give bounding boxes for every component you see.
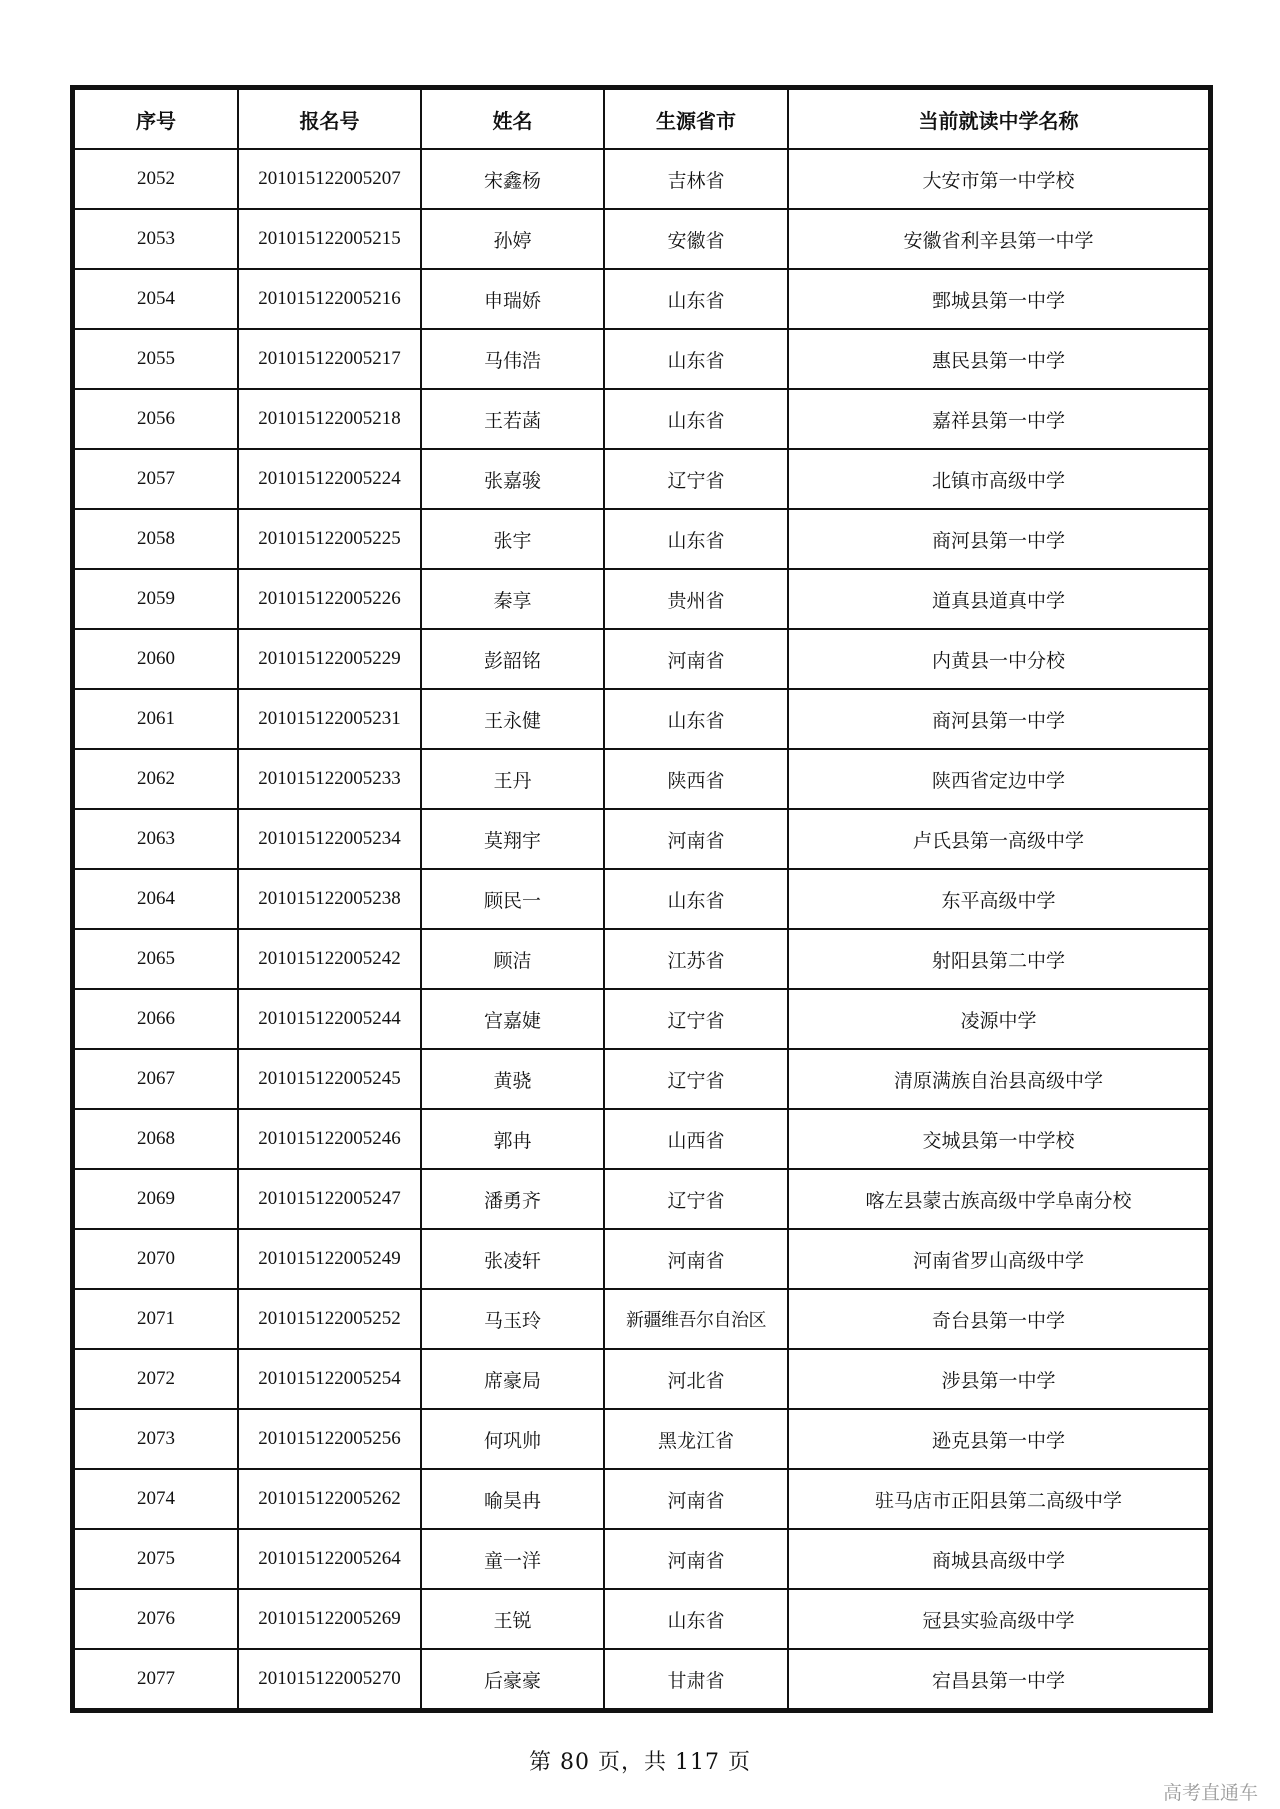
- cell-name: 何巩帅: [421, 1409, 604, 1469]
- cell-school: 清原满族自治县高级中学: [788, 1049, 1209, 1109]
- cell-school: 河南省罗山高级中学: [788, 1229, 1209, 1289]
- table-row: [74, 1469, 1209, 1529]
- table-row: [74, 1529, 1209, 1589]
- cell-school: 惠民县第一中学: [788, 329, 1209, 389]
- cell-province: 安徽省: [604, 209, 788, 269]
- cell-reg-no: 201015122005233: [238, 749, 421, 809]
- header-province: 生源省市: [604, 89, 788, 149]
- cell-seq: 2071: [74, 1289, 238, 1349]
- table-header-row: [74, 89, 1209, 149]
- cell-province: 辽宁省: [604, 1049, 788, 1109]
- cell-province: 吉林省: [604, 149, 788, 209]
- cell-name: 彭韶铭: [421, 629, 604, 689]
- cell-name: 郭冉: [421, 1109, 604, 1169]
- roster-table-container: [70, 85, 1213, 1713]
- cell-school: 北镇市高级中学: [788, 449, 1209, 509]
- cell-seq: 2077: [74, 1649, 238, 1709]
- table-row: [74, 809, 1209, 869]
- cell-seq: 2075: [74, 1529, 238, 1589]
- table-row: [74, 389, 1209, 449]
- cell-school: 涉县第一中学: [788, 1349, 1209, 1409]
- cell-name: 王锐: [421, 1589, 604, 1649]
- cell-seq: 2066: [74, 989, 238, 1049]
- header-seq: 序号: [74, 89, 238, 149]
- table-row: [74, 269, 1209, 329]
- cell-school: 商城县高级中学: [788, 1529, 1209, 1589]
- cell-province: 河北省: [604, 1349, 788, 1409]
- cell-school: 陕西省定边中学: [788, 749, 1209, 809]
- table-row: [74, 1289, 1209, 1349]
- cell-reg-no: 201015122005252: [238, 1289, 421, 1349]
- cell-school: 射阳县第二中学: [788, 929, 1209, 989]
- cell-seq: 2073: [74, 1409, 238, 1469]
- cell-school: 交城县第一中学校: [788, 1109, 1209, 1169]
- cell-province: 山东省: [604, 1589, 788, 1649]
- cell-school: 内黄县一中分校: [788, 629, 1209, 689]
- cell-seq: 2069: [74, 1169, 238, 1229]
- table-row: [74, 209, 1209, 269]
- cell-seq: 2063: [74, 809, 238, 869]
- cell-reg-no: 201015122005207: [238, 149, 421, 209]
- table-row: [74, 1409, 1209, 1469]
- table-row: [74, 1169, 1209, 1229]
- header-reg-no: 报名号: [238, 89, 421, 149]
- cell-name: 马玉玲: [421, 1289, 604, 1349]
- cell-reg-no: 201015122005234: [238, 809, 421, 869]
- cell-school: 逊克县第一中学: [788, 1409, 1209, 1469]
- cell-name: 张嘉骏: [421, 449, 604, 509]
- table-row: [74, 989, 1209, 1049]
- cell-province: 河南省: [604, 1229, 788, 1289]
- cell-reg-no: 201015122005264: [238, 1529, 421, 1589]
- cell-reg-no: 201015122005247: [238, 1169, 421, 1229]
- cell-seq: 2064: [74, 869, 238, 929]
- cell-name: 黄骁: [421, 1049, 604, 1109]
- cell-seq: 2059: [74, 569, 238, 629]
- cell-school: 卢氏县第一高级中学: [788, 809, 1209, 869]
- cell-name: 宫嘉婕: [421, 989, 604, 1049]
- table-row: [74, 1349, 1209, 1409]
- cell-reg-no: 201015122005262: [238, 1469, 421, 1529]
- table-row: [74, 449, 1209, 509]
- cell-name: 顾洁: [421, 929, 604, 989]
- cell-school: 商河县第一中学: [788, 509, 1209, 569]
- roster-table: [73, 88, 1210, 1710]
- cell-seq: 2056: [74, 389, 238, 449]
- cell-seq: 2060: [74, 629, 238, 689]
- cell-province: 山东省: [604, 389, 788, 449]
- cell-seq: 2053: [74, 209, 238, 269]
- table-row: [74, 509, 1209, 569]
- cell-school: 喀左县蒙古族高级中学阜南分校: [788, 1169, 1209, 1229]
- cell-school: 道真县道真中学: [788, 569, 1209, 629]
- cell-seq: 2074: [74, 1469, 238, 1529]
- cell-name: 王若菡: [421, 389, 604, 449]
- cell-seq: 2076: [74, 1589, 238, 1649]
- cell-seq: 2067: [74, 1049, 238, 1109]
- cell-province: 山东省: [604, 869, 788, 929]
- cell-province: 河南省: [604, 1469, 788, 1529]
- cell-seq: 2058: [74, 509, 238, 569]
- cell-name: 宋鑫杨: [421, 149, 604, 209]
- table-row: [74, 629, 1209, 689]
- cell-reg-no: 201015122005226: [238, 569, 421, 629]
- cell-reg-no: 201015122005218: [238, 389, 421, 449]
- table-row: [74, 329, 1209, 389]
- cell-reg-no: 201015122005246: [238, 1109, 421, 1169]
- cell-province: 山东省: [604, 509, 788, 569]
- table-row: [74, 1649, 1209, 1709]
- cell-seq: 2068: [74, 1109, 238, 1169]
- header-name: 姓名: [421, 89, 604, 149]
- cell-reg-no: 201015122005254: [238, 1349, 421, 1409]
- cell-province: 河南省: [604, 809, 788, 869]
- table-row: [74, 869, 1209, 929]
- cell-reg-no: 201015122005231: [238, 689, 421, 749]
- cell-seq: 2052: [74, 149, 238, 209]
- cell-seq: 2065: [74, 929, 238, 989]
- page-number: 第 80 页，共 117 页: [529, 1750, 751, 1775]
- cell-name: 秦享: [421, 569, 604, 629]
- cell-province: 黑龙江省: [604, 1409, 788, 1469]
- cell-reg-no: 201015122005270: [238, 1649, 421, 1709]
- cell-school: 凌源中学: [788, 989, 1209, 1049]
- cell-seq: 2072: [74, 1349, 238, 1409]
- table-row: [74, 929, 1209, 989]
- cell-province: 新疆维吾尔自治区: [604, 1289, 788, 1349]
- watermark-text: 高考直通车: [1162, 1782, 1258, 1804]
- cell-province: 江苏省: [604, 929, 788, 989]
- cell-name: 席豪局: [421, 1349, 604, 1409]
- cell-name: 张凌轩: [421, 1229, 604, 1289]
- cell-name: 童一洋: [421, 1529, 604, 1589]
- cell-province: 山东省: [604, 269, 788, 329]
- table-row: [74, 149, 1209, 209]
- cell-reg-no: 201015122005269: [238, 1589, 421, 1649]
- cell-name: 顾民一: [421, 869, 604, 929]
- cell-province: 辽宁省: [604, 1169, 788, 1229]
- table-row: [74, 1109, 1209, 1169]
- cell-reg-no: 201015122005224: [238, 449, 421, 509]
- cell-seq: 2054: [74, 269, 238, 329]
- cell-school: 驻马店市正阳县第二高级中学: [788, 1469, 1209, 1529]
- cell-seq: 2055: [74, 329, 238, 389]
- table-row: [74, 1049, 1209, 1109]
- cell-reg-no: 201015122005215: [238, 209, 421, 269]
- cell-province: 河南省: [604, 1529, 788, 1589]
- cell-reg-no: 201015122005242: [238, 929, 421, 989]
- cell-reg-no: 201015122005217: [238, 329, 421, 389]
- cell-province: 陕西省: [604, 749, 788, 809]
- cell-province: 甘肃省: [604, 1649, 788, 1709]
- cell-reg-no: 201015122005244: [238, 989, 421, 1049]
- cell-name: 申瑞娇: [421, 269, 604, 329]
- cell-school: 奇台县第一中学: [788, 1289, 1209, 1349]
- table-row: [74, 689, 1209, 749]
- cell-name: 后豪豪: [421, 1649, 604, 1709]
- cell-name: 马伟浩: [421, 329, 604, 389]
- cell-reg-no: 201015122005249: [238, 1229, 421, 1289]
- table-row: [74, 1589, 1209, 1649]
- table-body: [74, 149, 1209, 1709]
- cell-seq: 2061: [74, 689, 238, 749]
- table-row: [74, 1229, 1209, 1289]
- cell-school: 冠县实验高级中学: [788, 1589, 1209, 1649]
- cell-reg-no: 201015122005245: [238, 1049, 421, 1109]
- cell-name: 潘勇齐: [421, 1169, 604, 1229]
- header-school: 当前就读中学名称: [788, 89, 1209, 149]
- cell-province: 辽宁省: [604, 449, 788, 509]
- cell-name: 王丹: [421, 749, 604, 809]
- cell-school: 安徽省利辛县第一中学: [788, 209, 1209, 269]
- cell-reg-no: 201015122005238: [238, 869, 421, 929]
- cell-reg-no: 201015122005225: [238, 509, 421, 569]
- cell-name: 莫翔宇: [421, 809, 604, 869]
- cell-seq: 2070: [74, 1229, 238, 1289]
- cell-reg-no: 201015122005229: [238, 629, 421, 689]
- cell-province: 山东省: [604, 329, 788, 389]
- cell-name: 王永健: [421, 689, 604, 749]
- table-row: [74, 569, 1209, 629]
- cell-name: 张宇: [421, 509, 604, 569]
- cell-seq: 2057: [74, 449, 238, 509]
- cell-school: 嘉祥县第一中学: [788, 389, 1209, 449]
- cell-reg-no: 201015122005216: [238, 269, 421, 329]
- cell-school: 商河县第一中学: [788, 689, 1209, 749]
- cell-province: 辽宁省: [604, 989, 788, 1049]
- cell-name: 孙婷: [421, 209, 604, 269]
- cell-seq: 2062: [74, 749, 238, 809]
- cell-school: 大安市第一中学校: [788, 149, 1209, 209]
- cell-reg-no: 201015122005256: [238, 1409, 421, 1469]
- cell-name: 喻昊冉: [421, 1469, 604, 1529]
- cell-province: 贵州省: [604, 569, 788, 629]
- table-row: [74, 749, 1209, 809]
- cell-school: 东平高级中学: [788, 869, 1209, 929]
- cell-province: 山西省: [604, 1109, 788, 1169]
- cell-province: 河南省: [604, 629, 788, 689]
- cell-school: 鄄城县第一中学: [788, 269, 1209, 329]
- cell-province: 山东省: [604, 689, 788, 749]
- cell-school: 宕昌县第一中学: [788, 1649, 1209, 1709]
